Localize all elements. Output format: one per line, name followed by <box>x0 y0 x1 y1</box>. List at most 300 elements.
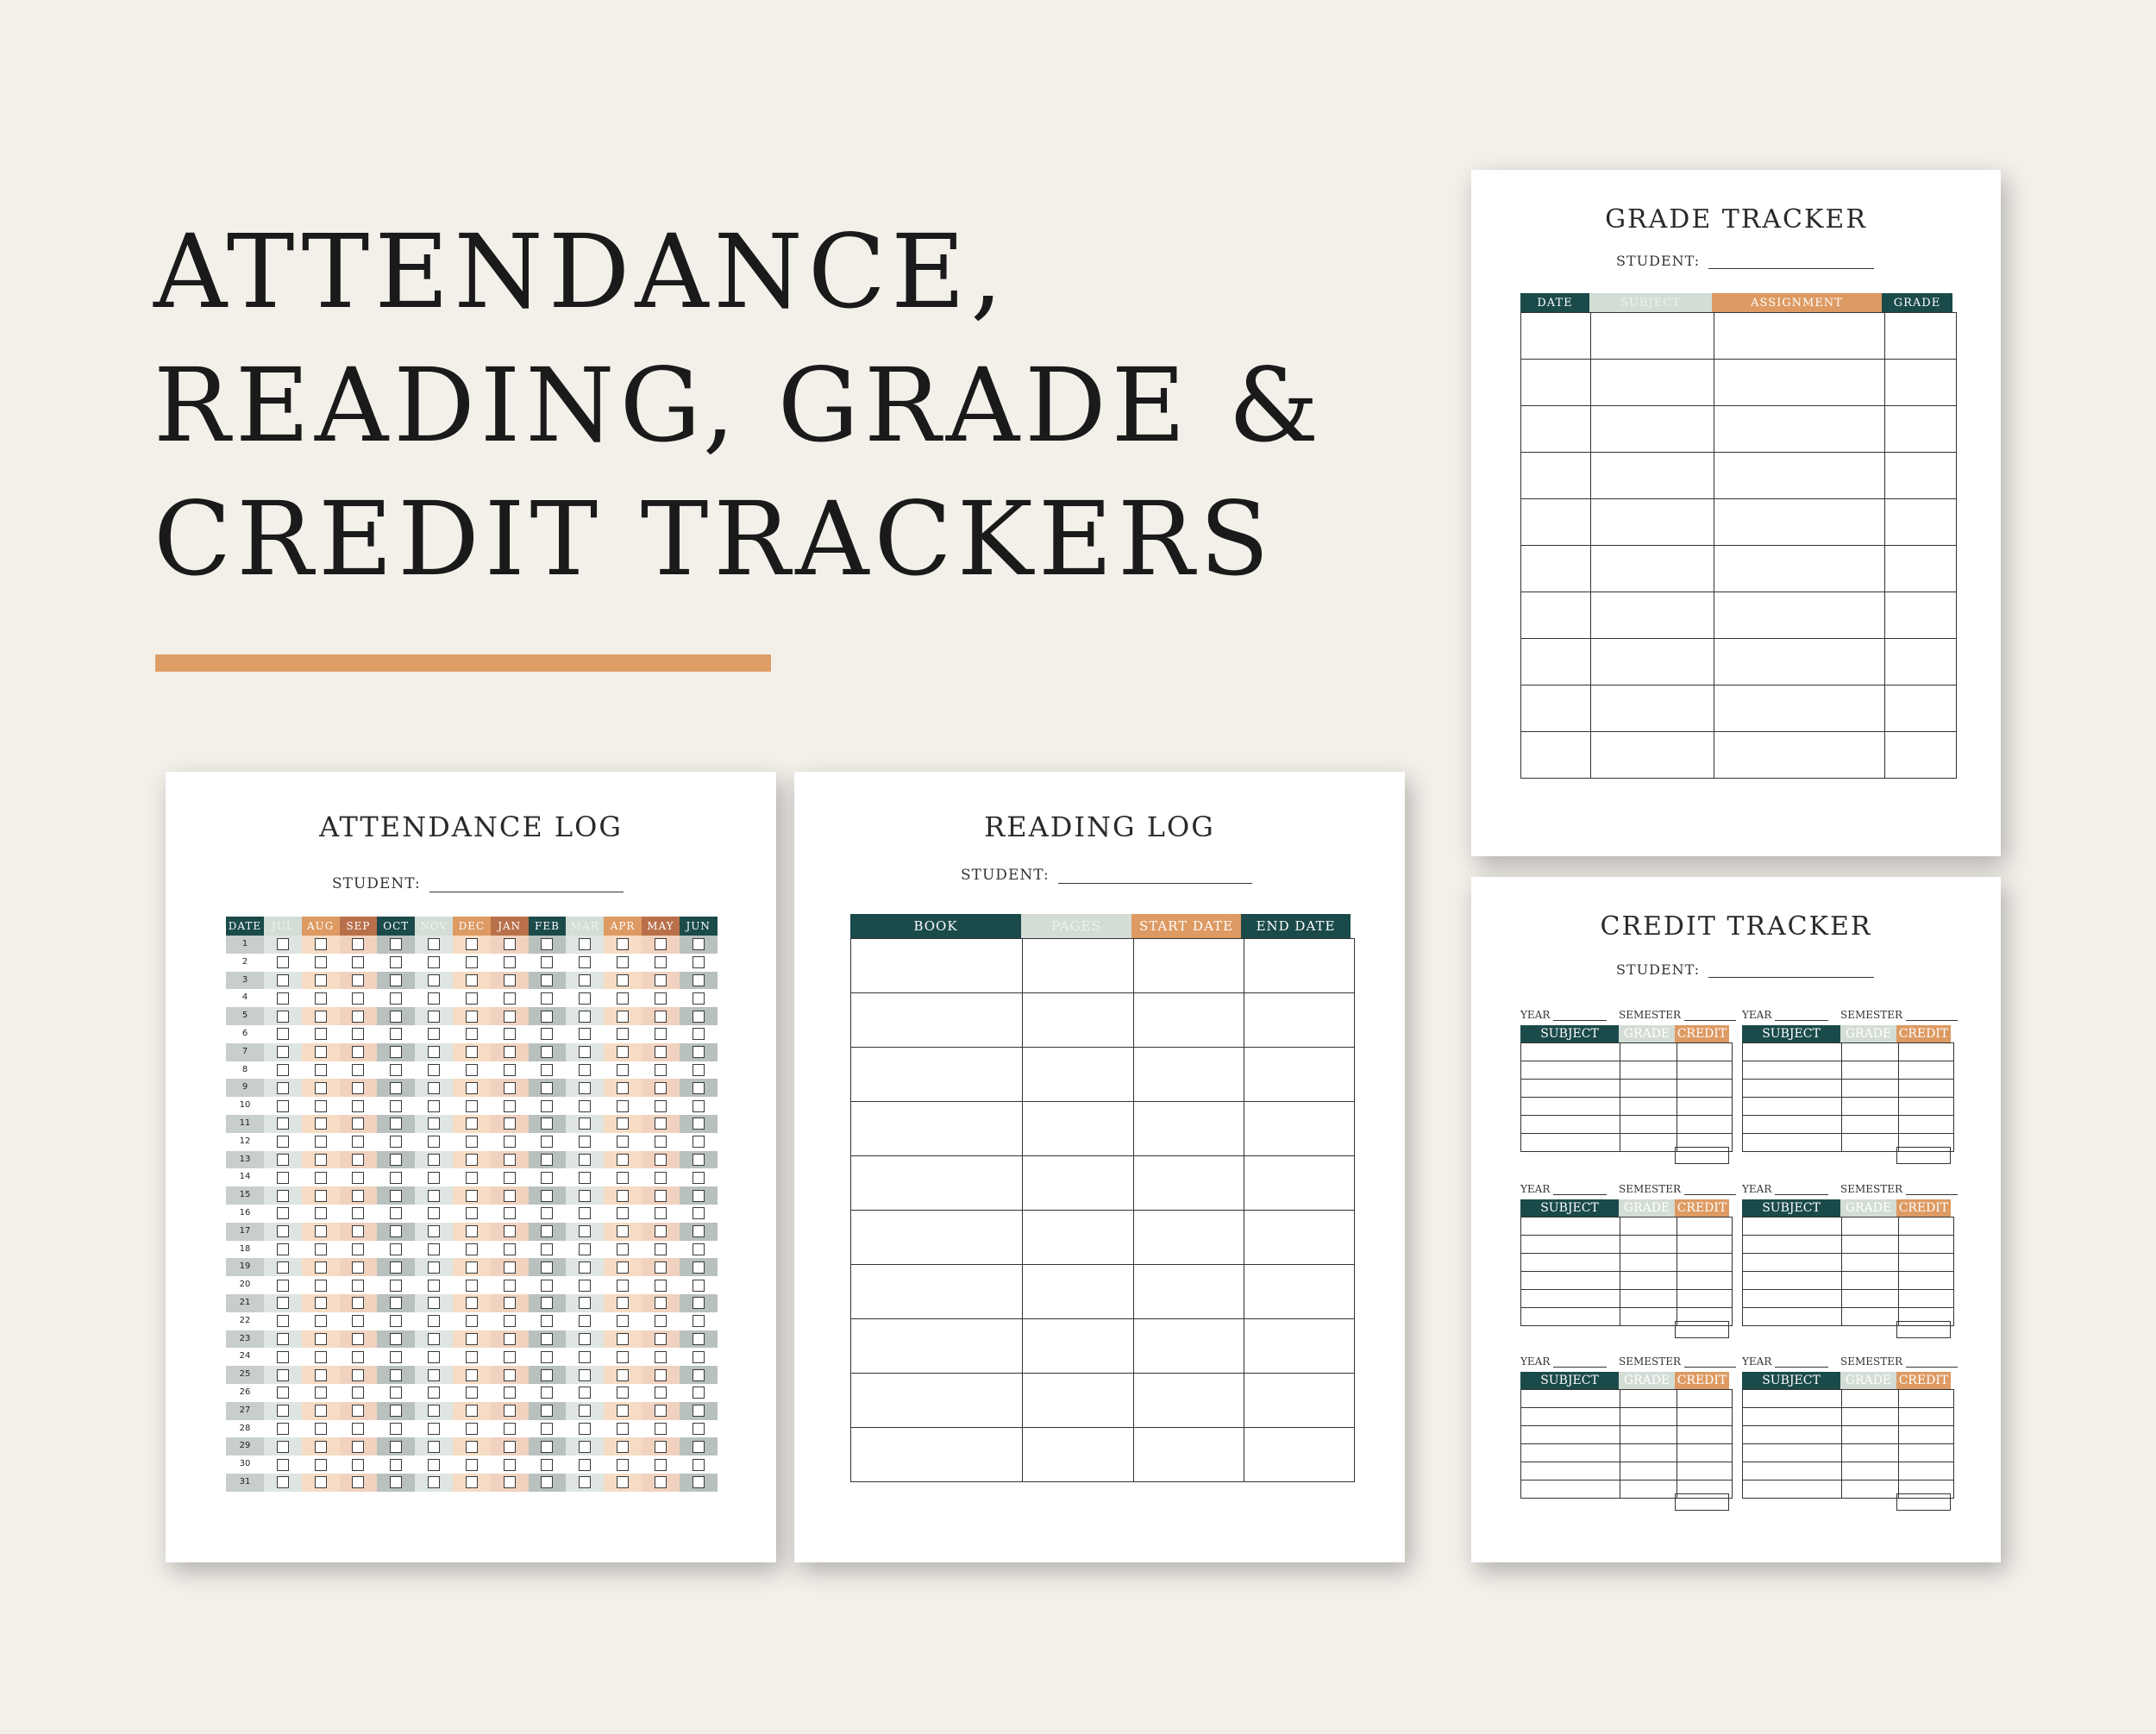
reading-log-cell[interactable] <box>1134 993 1244 1048</box>
attendance-checkbox[interactable] <box>352 992 364 1005</box>
attendance-checkbox[interactable] <box>693 956 705 968</box>
attendance-checkbox[interactable] <box>277 1082 289 1094</box>
attendance-checkbox[interactable] <box>693 1297 705 1309</box>
attendance-checkbox[interactable] <box>541 1351 553 1363</box>
grade-tracker-cell[interactable] <box>1885 406 1957 453</box>
attendance-checkbox[interactable] <box>541 1476 553 1488</box>
attendance-checkbox[interactable] <box>541 1243 553 1255</box>
attendance-checkbox[interactable] <box>541 1064 553 1076</box>
attendance-checkbox[interactable] <box>579 1423 591 1435</box>
grade-tracker-cell[interactable] <box>1714 685 1885 732</box>
attendance-checkbox[interactable] <box>315 1261 327 1274</box>
attendance-checkbox[interactable] <box>655 1476 667 1488</box>
attendance-checkbox[interactable] <box>504 1172 516 1184</box>
reading-log-cell[interactable] <box>851 993 1023 1048</box>
attendance-checkbox[interactable] <box>693 1423 705 1435</box>
attendance-checkbox[interactable] <box>352 1423 364 1435</box>
attendance-checkbox[interactable] <box>277 1387 289 1399</box>
attendance-checkbox[interactable] <box>277 1297 289 1309</box>
attendance-checkbox[interactable] <box>541 1423 553 1435</box>
attendance-student-field[interactable] <box>332 875 624 892</box>
attendance-checkbox[interactable] <box>315 1190 327 1202</box>
attendance-checkbox[interactable] <box>466 1011 478 1023</box>
attendance-checkbox[interactable] <box>277 1261 289 1274</box>
attendance-checkbox[interactable] <box>617 1243 629 1255</box>
credit-total-box[interactable] <box>1896 1493 1951 1511</box>
attendance-checkbox[interactable] <box>315 1459 327 1471</box>
credit-cell[interactable] <box>1677 1390 1733 1408</box>
attendance-checkbox[interactable] <box>579 1476 591 1488</box>
credit-cell[interactable] <box>1677 1080 1733 1098</box>
reading-log-cell[interactable] <box>1023 1102 1134 1156</box>
credit-cell[interactable] <box>1899 1408 1954 1426</box>
credit-semester-field[interactable] <box>1840 1355 1958 1368</box>
reading-log-cell[interactable] <box>851 1102 1023 1156</box>
attendance-checkbox[interactable] <box>352 1243 364 1255</box>
attendance-checkbox[interactable] <box>617 1190 629 1202</box>
credit-cell[interactable] <box>1521 1061 1620 1080</box>
attendance-checkbox[interactable] <box>352 938 364 950</box>
attendance-checkbox[interactable] <box>352 1369 364 1381</box>
credit-cell[interactable] <box>1842 1043 1899 1061</box>
attendance-checkbox[interactable] <box>655 1459 667 1471</box>
attendance-checkbox[interactable] <box>352 1459 364 1471</box>
attendance-checkbox[interactable] <box>315 1315 327 1327</box>
attendance-checkbox[interactable] <box>617 938 629 950</box>
credit-cell[interactable] <box>1842 1480 1899 1499</box>
grade-tracker-cell[interactable] <box>1714 313 1885 360</box>
reading-log-cell[interactable] <box>851 1265 1023 1319</box>
attendance-checkbox[interactable] <box>693 1333 705 1345</box>
attendance-checkbox[interactable] <box>504 1117 516 1130</box>
attendance-checkbox[interactable] <box>466 1190 478 1202</box>
attendance-checkbox[interactable] <box>315 974 327 986</box>
attendance-checkbox[interactable] <box>428 1333 440 1345</box>
attendance-checkbox[interactable] <box>277 956 289 968</box>
credit-year-field[interactable] <box>1520 1183 1607 1195</box>
attendance-checkbox[interactable] <box>390 1225 402 1237</box>
attendance-checkbox[interactable] <box>277 1100 289 1112</box>
attendance-checkbox[interactable] <box>428 1459 440 1471</box>
credit-cell[interactable] <box>1743 1098 1842 1116</box>
attendance-checkbox[interactable] <box>352 1225 364 1237</box>
attendance-checkbox[interactable] <box>617 1280 629 1292</box>
credit-cell[interactable] <box>1620 1308 1677 1326</box>
credit-cell[interactable] <box>1743 1290 1842 1308</box>
credit-cell[interactable] <box>1842 1390 1899 1408</box>
credit-cell[interactable] <box>1620 1444 1677 1462</box>
attendance-checkbox[interactable] <box>315 1100 327 1112</box>
credit-cell[interactable] <box>1677 1254 1733 1272</box>
attendance-checkbox[interactable] <box>277 1333 289 1345</box>
grade-tracker-cell[interactable] <box>1591 453 1714 499</box>
attendance-checkbox[interactable] <box>693 1441 705 1453</box>
attendance-checkbox[interactable] <box>579 1046 591 1058</box>
attendance-checkbox[interactable] <box>428 1028 440 1040</box>
attendance-checkbox[interactable] <box>655 1207 667 1219</box>
reading-log-cell[interactable] <box>1244 1265 1355 1319</box>
credit-cell[interactable] <box>1521 1043 1620 1061</box>
attendance-checkbox[interactable] <box>466 1136 478 1148</box>
grade-tracker-cell[interactable] <box>1885 592 1957 639</box>
attendance-checkbox[interactable] <box>617 1387 629 1399</box>
attendance-checkbox[interactable] <box>617 1405 629 1417</box>
credit-year-field[interactable] <box>1742 1183 1828 1195</box>
attendance-checkbox[interactable] <box>655 1333 667 1345</box>
attendance-checkbox[interactable] <box>617 1441 629 1453</box>
attendance-checkbox[interactable] <box>352 1028 364 1040</box>
credit-cell[interactable] <box>1521 1116 1620 1134</box>
attendance-checkbox[interactable] <box>277 1280 289 1292</box>
credit-student-field[interactable] <box>1616 961 1874 978</box>
credit-semester-field[interactable] <box>1619 1355 1736 1368</box>
attendance-checkbox[interactable] <box>579 1207 591 1219</box>
credit-cell[interactable] <box>1620 1254 1677 1272</box>
credit-cell[interactable] <box>1620 1134 1677 1152</box>
grade-tracker-cell[interactable] <box>1885 453 1957 499</box>
attendance-checkbox[interactable] <box>617 1172 629 1184</box>
attendance-checkbox[interactable] <box>352 1136 364 1148</box>
attendance-checkbox[interactable] <box>390 1136 402 1148</box>
credit-semester-field[interactable] <box>1840 1183 1958 1195</box>
reading-log-cell[interactable] <box>1134 1319 1244 1374</box>
attendance-checkbox[interactable] <box>579 1243 591 1255</box>
reading-log-cell[interactable] <box>1023 1048 1134 1102</box>
attendance-checkbox[interactable] <box>352 1082 364 1094</box>
attendance-checkbox[interactable] <box>352 974 364 986</box>
attendance-checkbox[interactable] <box>693 1207 705 1219</box>
attendance-checkbox[interactable] <box>693 1405 705 1417</box>
attendance-checkbox[interactable] <box>504 1405 516 1417</box>
credit-cell[interactable] <box>1743 1390 1842 1408</box>
attendance-checkbox[interactable] <box>315 1136 327 1148</box>
attendance-checkbox[interactable] <box>277 1154 289 1166</box>
credit-cell[interactable] <box>1842 1218 1899 1236</box>
attendance-checkbox[interactable] <box>617 1225 629 1237</box>
attendance-checkbox[interactable] <box>466 1064 478 1076</box>
credit-cell[interactable] <box>1521 1218 1620 1236</box>
attendance-checkbox[interactable] <box>541 1190 553 1202</box>
credit-cell[interactable] <box>1620 1480 1677 1499</box>
attendance-checkbox[interactable] <box>655 1315 667 1327</box>
grade-tracker-cell[interactable] <box>1521 499 1591 546</box>
attendance-checkbox[interactable] <box>315 956 327 968</box>
attendance-checkbox[interactable] <box>617 1297 629 1309</box>
attendance-checkbox[interactable] <box>693 1100 705 1112</box>
attendance-checkbox[interactable] <box>693 992 705 1005</box>
attendance-checkbox[interactable] <box>315 1423 327 1435</box>
attendance-checkbox[interactable] <box>693 1190 705 1202</box>
credit-cell[interactable] <box>1521 1272 1620 1290</box>
reading-log-cell[interactable] <box>851 1428 1023 1482</box>
attendance-checkbox[interactable] <box>390 1369 402 1381</box>
reading-log-cell[interactable] <box>1134 1428 1244 1482</box>
attendance-checkbox[interactable] <box>579 1172 591 1184</box>
attendance-checkbox[interactable] <box>352 1172 364 1184</box>
attendance-checkbox[interactable] <box>277 1423 289 1435</box>
attendance-checkbox[interactable] <box>352 1280 364 1292</box>
attendance-checkbox[interactable] <box>466 1225 478 1237</box>
attendance-checkbox[interactable] <box>579 1441 591 1453</box>
attendance-checkbox[interactable] <box>693 1136 705 1148</box>
attendance-checkbox[interactable] <box>693 1387 705 1399</box>
credit-cell[interactable] <box>1521 1408 1620 1426</box>
attendance-checkbox[interactable] <box>352 1315 364 1327</box>
attendance-checkbox[interactable] <box>541 1333 553 1345</box>
grade-tracker-cell[interactable] <box>1521 685 1591 732</box>
attendance-checkbox[interactable] <box>466 1100 478 1112</box>
credit-cell[interactable] <box>1899 1462 1954 1480</box>
attendance-checkbox[interactable] <box>579 1136 591 1148</box>
grade-tracker-cell[interactable] <box>1521 313 1591 360</box>
attendance-checkbox[interactable] <box>504 1207 516 1219</box>
attendance-checkbox[interactable] <box>315 1387 327 1399</box>
attendance-checkbox[interactable] <box>655 956 667 968</box>
attendance-checkbox[interactable] <box>428 1476 440 1488</box>
attendance-checkbox[interactable] <box>655 992 667 1005</box>
credit-cell[interactable] <box>1842 1236 1899 1254</box>
attendance-checkbox[interactable] <box>655 1423 667 1435</box>
attendance-checkbox[interactable] <box>390 1387 402 1399</box>
attendance-checkbox[interactable] <box>277 1136 289 1148</box>
attendance-checkbox[interactable] <box>541 1225 553 1237</box>
reading-log-cell[interactable] <box>1023 1211 1134 1265</box>
attendance-checkbox[interactable] <box>617 974 629 986</box>
attendance-checkbox[interactable] <box>693 1280 705 1292</box>
attendance-checkbox[interactable] <box>617 1333 629 1345</box>
attendance-checkbox[interactable] <box>428 1369 440 1381</box>
attendance-checkbox[interactable] <box>504 1441 516 1453</box>
credit-cell[interactable] <box>1743 1134 1842 1152</box>
attendance-checkbox[interactable] <box>352 1387 364 1399</box>
attendance-checkbox[interactable] <box>504 1136 516 1148</box>
attendance-checkbox[interactable] <box>428 1387 440 1399</box>
attendance-checkbox[interactable] <box>541 1100 553 1112</box>
attendance-checkbox[interactable] <box>541 1369 553 1381</box>
attendance-checkbox[interactable] <box>579 1280 591 1292</box>
attendance-checkbox[interactable] <box>579 1011 591 1023</box>
grade-tracker-cell[interactable] <box>1521 546 1591 592</box>
attendance-checkbox[interactable] <box>277 1064 289 1076</box>
reading-log-cell[interactable] <box>851 1048 1023 1102</box>
attendance-checkbox[interactable] <box>428 1136 440 1148</box>
grade-tracker-cell[interactable] <box>1885 360 1957 406</box>
attendance-checkbox[interactable] <box>579 1333 591 1345</box>
reading-log-cell[interactable] <box>1023 1374 1134 1428</box>
grade-tracker-cell[interactable] <box>1521 639 1591 685</box>
grade-tracker-cell[interactable] <box>1714 546 1885 592</box>
credit-cell[interactable] <box>1743 1043 1842 1061</box>
attendance-checkbox[interactable] <box>579 1028 591 1040</box>
attendance-checkbox[interactable] <box>541 1082 553 1094</box>
credit-cell[interactable] <box>1743 1116 1842 1134</box>
credit-cell[interactable] <box>1521 1290 1620 1308</box>
attendance-checkbox[interactable] <box>541 1441 553 1453</box>
attendance-checkbox[interactable] <box>277 1028 289 1040</box>
attendance-checkbox[interactable] <box>428 1207 440 1219</box>
attendance-checkbox[interactable] <box>428 956 440 968</box>
attendance-checkbox[interactable] <box>504 1100 516 1112</box>
attendance-checkbox[interactable] <box>390 1046 402 1058</box>
credit-cell[interactable] <box>1620 1080 1677 1098</box>
grade-tracker-cell[interactable] <box>1591 592 1714 639</box>
attendance-checkbox[interactable] <box>315 1225 327 1237</box>
attendance-checkbox[interactable] <box>428 1351 440 1363</box>
attendance-checkbox[interactable] <box>466 956 478 968</box>
attendance-checkbox[interactable] <box>428 1243 440 1255</box>
attendance-checkbox[interactable] <box>390 1028 402 1040</box>
credit-cell[interactable] <box>1743 1426 1842 1444</box>
attendance-checkbox[interactable] <box>390 1154 402 1166</box>
grade-tracker-cell[interactable] <box>1591 499 1714 546</box>
credit-semester-field[interactable] <box>1619 1009 1736 1021</box>
reading-log-cell[interactable] <box>1023 1428 1134 1482</box>
credit-cell[interactable] <box>1743 1408 1842 1426</box>
attendance-checkbox[interactable] <box>541 938 553 950</box>
reading-log-cell[interactable] <box>1244 1048 1355 1102</box>
credit-cell[interactable] <box>1743 1444 1842 1462</box>
credit-cell[interactable] <box>1842 1116 1899 1134</box>
attendance-checkbox[interactable] <box>617 1476 629 1488</box>
credit-cell[interactable] <box>1620 1043 1677 1061</box>
attendance-checkbox[interactable] <box>315 1476 327 1488</box>
attendance-checkbox[interactable] <box>277 1351 289 1363</box>
attendance-checkbox[interactable] <box>579 1369 591 1381</box>
attendance-checkbox[interactable] <box>277 1441 289 1453</box>
attendance-checkbox[interactable] <box>390 1333 402 1345</box>
credit-cell[interactable] <box>1620 1390 1677 1408</box>
attendance-checkbox[interactable] <box>655 1082 667 1094</box>
attendance-checkbox[interactable] <box>541 1028 553 1040</box>
attendance-checkbox[interactable] <box>428 1117 440 1130</box>
attendance-checkbox[interactable] <box>617 1459 629 1471</box>
credit-cell[interactable] <box>1899 1098 1954 1116</box>
attendance-checkbox[interactable] <box>466 1297 478 1309</box>
attendance-checkbox[interactable] <box>579 974 591 986</box>
attendance-checkbox[interactable] <box>541 1046 553 1058</box>
grade-tracker-cell[interactable] <box>1591 639 1714 685</box>
attendance-checkbox[interactable] <box>579 1261 591 1274</box>
attendance-checkbox[interactable] <box>693 974 705 986</box>
attendance-checkbox[interactable] <box>315 1011 327 1023</box>
attendance-checkbox[interactable] <box>579 1225 591 1237</box>
attendance-checkbox[interactable] <box>617 1315 629 1327</box>
attendance-checkbox[interactable] <box>655 1387 667 1399</box>
attendance-checkbox[interactable] <box>390 1476 402 1488</box>
attendance-checkbox[interactable] <box>693 1046 705 1058</box>
attendance-checkbox[interactable] <box>693 1117 705 1130</box>
attendance-checkbox[interactable] <box>390 1405 402 1417</box>
attendance-checkbox[interactable] <box>541 1280 553 1292</box>
attendance-checkbox[interactable] <box>352 1207 364 1219</box>
attendance-checkbox[interactable] <box>466 1351 478 1363</box>
attendance-checkbox[interactable] <box>315 1351 327 1363</box>
attendance-checkbox[interactable] <box>428 1423 440 1435</box>
credit-cell[interactable] <box>1842 1061 1899 1080</box>
attendance-checkbox[interactable] <box>428 1064 440 1076</box>
attendance-checkbox[interactable] <box>504 1476 516 1488</box>
attendance-checkbox[interactable] <box>315 1154 327 1166</box>
attendance-checkbox[interactable] <box>504 1333 516 1345</box>
credit-cell[interactable] <box>1677 1043 1733 1061</box>
attendance-checkbox[interactable] <box>617 956 629 968</box>
credit-cell[interactable] <box>1842 1080 1899 1098</box>
reading-log-cell[interactable] <box>1244 1102 1355 1156</box>
attendance-checkbox[interactable] <box>579 1351 591 1363</box>
attendance-checkbox[interactable] <box>315 1082 327 1094</box>
attendance-checkbox[interactable] <box>617 1154 629 1166</box>
grade-tracker-cell[interactable] <box>1885 639 1957 685</box>
credit-cell[interactable] <box>1521 1426 1620 1444</box>
attendance-checkbox[interactable] <box>466 992 478 1005</box>
grade-tracker-cell[interactable] <box>1521 732 1591 779</box>
grade-tracker-cell[interactable] <box>1714 732 1885 779</box>
attendance-checkbox[interactable] <box>504 1459 516 1471</box>
credit-cell[interactable] <box>1743 1308 1842 1326</box>
credit-cell[interactable] <box>1620 1290 1677 1308</box>
attendance-checkbox[interactable] <box>655 1243 667 1255</box>
credit-cell[interactable] <box>1677 1290 1733 1308</box>
credit-cell[interactable] <box>1899 1444 1954 1462</box>
credit-cell[interactable] <box>1743 1480 1842 1499</box>
credit-cell[interactable] <box>1899 1116 1954 1134</box>
credit-cell[interactable] <box>1743 1080 1842 1098</box>
attendance-checkbox[interactable] <box>466 1028 478 1040</box>
grade-tracker-cell[interactable] <box>1591 732 1714 779</box>
attendance-checkbox[interactable] <box>277 1405 289 1417</box>
attendance-checkbox[interactable] <box>617 1136 629 1148</box>
attendance-checkbox[interactable] <box>428 1297 440 1309</box>
credit-cell[interactable] <box>1521 1390 1620 1408</box>
grade-tracker-cell[interactable] <box>1714 453 1885 499</box>
attendance-checkbox[interactable] <box>315 1064 327 1076</box>
attendance-checkbox[interactable] <box>352 1011 364 1023</box>
grade-tracker-cell[interactable] <box>1714 592 1885 639</box>
grade-tracker-cell[interactable] <box>1714 360 1885 406</box>
attendance-checkbox[interactable] <box>466 1405 478 1417</box>
attendance-checkbox[interactable] <box>466 1082 478 1094</box>
attendance-checkbox[interactable] <box>466 1154 478 1166</box>
attendance-checkbox[interactable] <box>352 1351 364 1363</box>
attendance-checkbox[interactable] <box>352 1100 364 1112</box>
attendance-checkbox[interactable] <box>466 974 478 986</box>
attendance-checkbox[interactable] <box>390 1064 402 1076</box>
attendance-checkbox[interactable] <box>315 1172 327 1184</box>
attendance-checkbox[interactable] <box>579 1459 591 1471</box>
credit-cell[interactable] <box>1521 1098 1620 1116</box>
attendance-checkbox[interactable] <box>655 1064 667 1076</box>
reading-log-cell[interactable] <box>851 1156 1023 1211</box>
credit-cell[interactable] <box>1620 1098 1677 1116</box>
credit-cell[interactable] <box>1899 1290 1954 1308</box>
credit-cell[interactable] <box>1677 1444 1733 1462</box>
attendance-checkbox[interactable] <box>504 938 516 950</box>
attendance-checkbox[interactable] <box>352 1154 364 1166</box>
attendance-checkbox[interactable] <box>655 1405 667 1417</box>
reading-log-cell[interactable] <box>1134 939 1244 993</box>
credit-cell[interactable] <box>1743 1462 1842 1480</box>
grade-tracker-cell[interactable] <box>1591 546 1714 592</box>
attendance-checkbox[interactable] <box>579 1082 591 1094</box>
attendance-checkbox[interactable] <box>617 1064 629 1076</box>
attendance-checkbox[interactable] <box>504 992 516 1005</box>
attendance-checkbox[interactable] <box>579 1154 591 1166</box>
attendance-checkbox[interactable] <box>693 1011 705 1023</box>
attendance-checkbox[interactable] <box>277 1369 289 1381</box>
attendance-checkbox[interactable] <box>390 1172 402 1184</box>
credit-cell[interactable] <box>1521 1134 1620 1152</box>
attendance-checkbox[interactable] <box>466 1207 478 1219</box>
